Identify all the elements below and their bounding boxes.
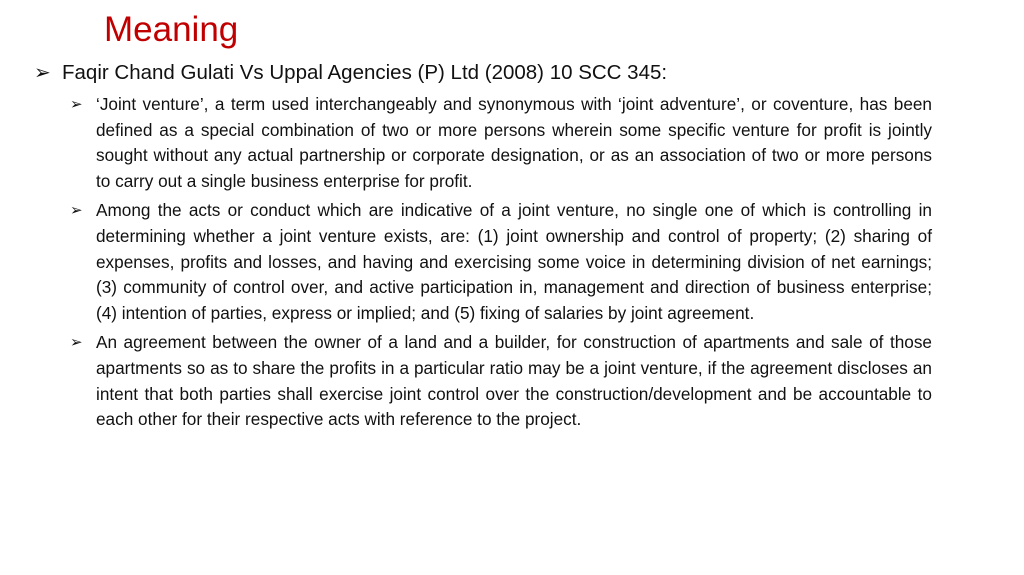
arrow-bullet-icon: ➢ xyxy=(70,334,83,352)
sub-point-list xyxy=(70,92,932,437)
sub-point xyxy=(70,330,932,432)
arrow-bullet-icon: ➢ xyxy=(34,62,51,84)
case-heading: Faqir Chand Gulati Vs Uppal Agencies (P) Ltd (2008) 10 SCC 345: xyxy=(62,61,668,84)
slide-title: Meaning xyxy=(104,10,239,49)
sub-point-text: An agreement between the owner of a land and a builder, for construction of apartments and sale of those apartments so as to share the profits in a particular ratio may be a joint venture, if the agreement discloses an intent that both parties shall exercise joint control over the construction/development and be accountable to each other for their respective acts with reference to the project. xyxy=(96,332,932,430)
case-heading-row xyxy=(34,58,984,88)
arrow-bullet-icon: ➢ xyxy=(70,96,83,113)
sub-point xyxy=(70,92,932,194)
sub-point-text: Among the acts or conduct which are indicative of a joint venture, no single one of which is controlling in determining whether a joint venture exists, are: (1) joint ownership and control of property; (2) sharing of expenses, profits and losses, and having and exercising some voice in determining division of net earnings; (3) community of control over, and active participation in, management and direction of business enterprise; (4) intention of parties, express or implied; and (5) fixing of salaries by joint agreement. xyxy=(96,200,932,323)
sub-point-text: ‘Joint venture’, a term used interchangeably and synonymous with ‘joint adventure’, or coventure, has been defined as a special combination of two or more persons wherein some specific venture for profit is jointly sought without any actual partnership or corporate designation, or as an association of two or more persons to carry out a single business enterprise for profit. xyxy=(96,94,932,191)
sub-point xyxy=(70,198,932,326)
arrow-bullet-icon: ➢ xyxy=(70,202,83,220)
